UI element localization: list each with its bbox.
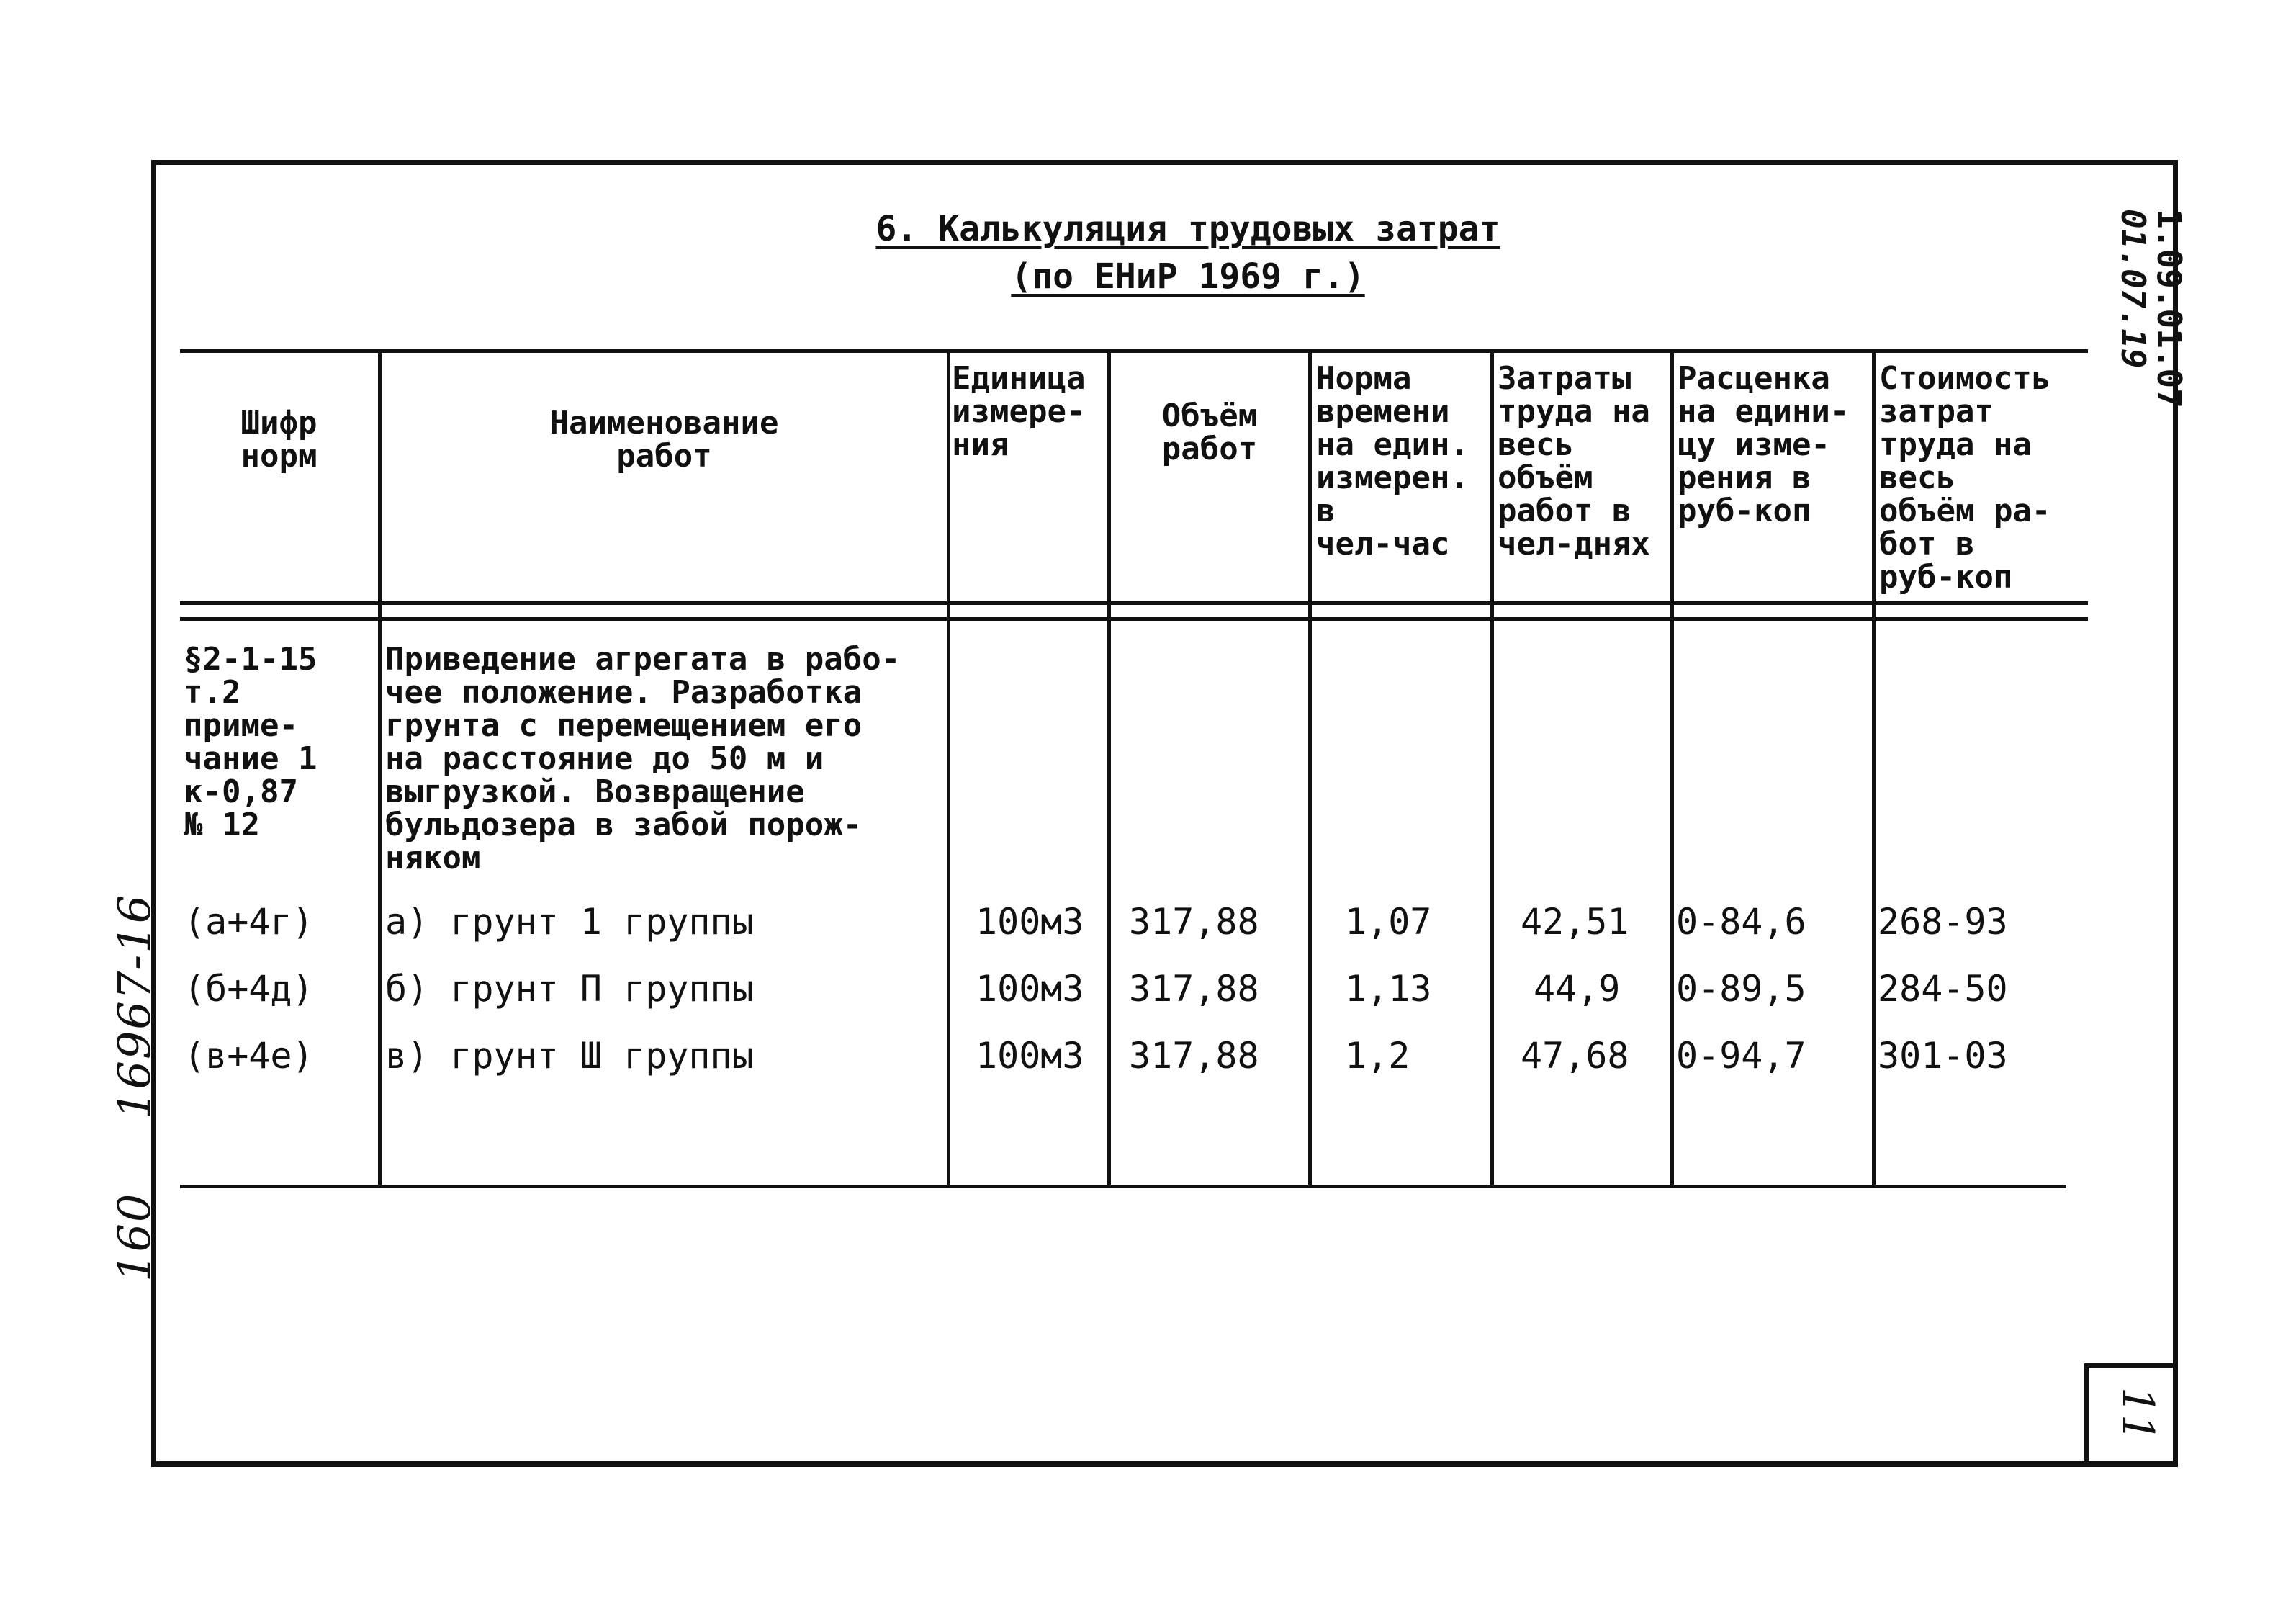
- header-rate: Расценка на едини- цу изме- рения в руб-коп: [1678, 360, 1850, 529]
- row-cost: 301-03: [1878, 1035, 2008, 1077]
- row-name: б) грунт П группы: [385, 968, 754, 1010]
- row-cost: 268-93: [1878, 901, 2008, 943]
- left-mark-page: 160: [108, 1192, 161, 1282]
- table-bottom-rule: [180, 1185, 2066, 1188]
- header-norm: Норма времени на един. измерен. в чел-час: [1316, 360, 1469, 562]
- header-unit: Единица измере- ния: [952, 360, 1086, 463]
- row-cost: 284-50: [1878, 968, 2008, 1010]
- row-labor: 42,51: [1521, 901, 1629, 943]
- col-divider-7: [1872, 349, 1876, 1188]
- left-margin-marks: [108, 836, 161, 1282]
- sheet-number-box: [2084, 1363, 2178, 1465]
- row-labor: 44,9: [1534, 968, 1621, 1010]
- group-description: Приведение агрегата в рабо- чее положение. Разработка грунта с перемещением его на расстояние до 50 м и выгрузкой. Возвращение бульдозера в забой порож- няком: [385, 641, 901, 876]
- side-code-primary: 1.09.01.07: [2150, 209, 2189, 408]
- header-cost: Стоимость затрат труда на весь объём ра- бот в руб-коп: [1879, 360, 2051, 596]
- header-code: Шифр норм: [240, 405, 318, 475]
- row-volume: 317,88: [1129, 968, 1259, 1010]
- document-subtitle: (по ЕНиР 1969 г.): [1011, 256, 1365, 297]
- header-labor: Затраты труда на весь объём работ в чел-днях: [1498, 360, 1650, 562]
- row-name: в) грунт Ш группы: [385, 1035, 754, 1077]
- col-divider-4: [1308, 349, 1312, 1188]
- row-norm: 1,2: [1345, 1035, 1410, 1077]
- header-rule-2: [180, 617, 2088, 621]
- col-divider-3: [1107, 349, 1111, 1188]
- row-code: (в+4е): [184, 1035, 314, 1077]
- col-divider-2: [947, 349, 950, 1188]
- row-unit: 100м3: [976, 901, 1084, 943]
- row-labor: 47,68: [1521, 1035, 1629, 1077]
- row-rate: 0-94,7: [1676, 1035, 1806, 1077]
- row-code: (б+4д): [184, 968, 314, 1010]
- row-rate: 0-89,5: [1676, 968, 1806, 1010]
- calculation-table: [180, 349, 2095, 1192]
- group-code: §2-1-15 т.2 приме- чание 1 к-0,87 № 12: [184, 641, 318, 843]
- header-volume: Объём работ: [1161, 398, 1258, 467]
- row-norm: 1,07: [1345, 901, 1432, 943]
- row-volume: 317,88: [1129, 901, 1259, 943]
- header-rule-1: [180, 601, 2088, 605]
- table-top-rule: [180, 349, 2088, 353]
- row-unit: 100м3: [976, 968, 1084, 1010]
- row-name: а) грунт 1 группы: [385, 901, 754, 943]
- row-unit: 100м3: [976, 1035, 1084, 1077]
- document-title: 6. Калькуляция трудовых затрат: [875, 209, 1500, 249]
- row-norm: 1,13: [1345, 968, 1432, 1010]
- col-divider-1: [378, 349, 382, 1188]
- row-code: (а+4г): [184, 901, 314, 943]
- sheet-number: 11: [2112, 1386, 2164, 1442]
- title-block: [720, 205, 1656, 300]
- row-rate: 0-84,6: [1676, 901, 1806, 943]
- col-divider-6: [1670, 349, 1674, 1188]
- left-mark-code: 16967-16: [108, 893, 161, 1119]
- row-volume: 317,88: [1129, 1035, 1259, 1077]
- col-divider-5: [1490, 349, 1494, 1188]
- side-code-secondary: 01.07.19: [2114, 209, 2153, 369]
- header-name: Наименование работ: [549, 405, 779, 475]
